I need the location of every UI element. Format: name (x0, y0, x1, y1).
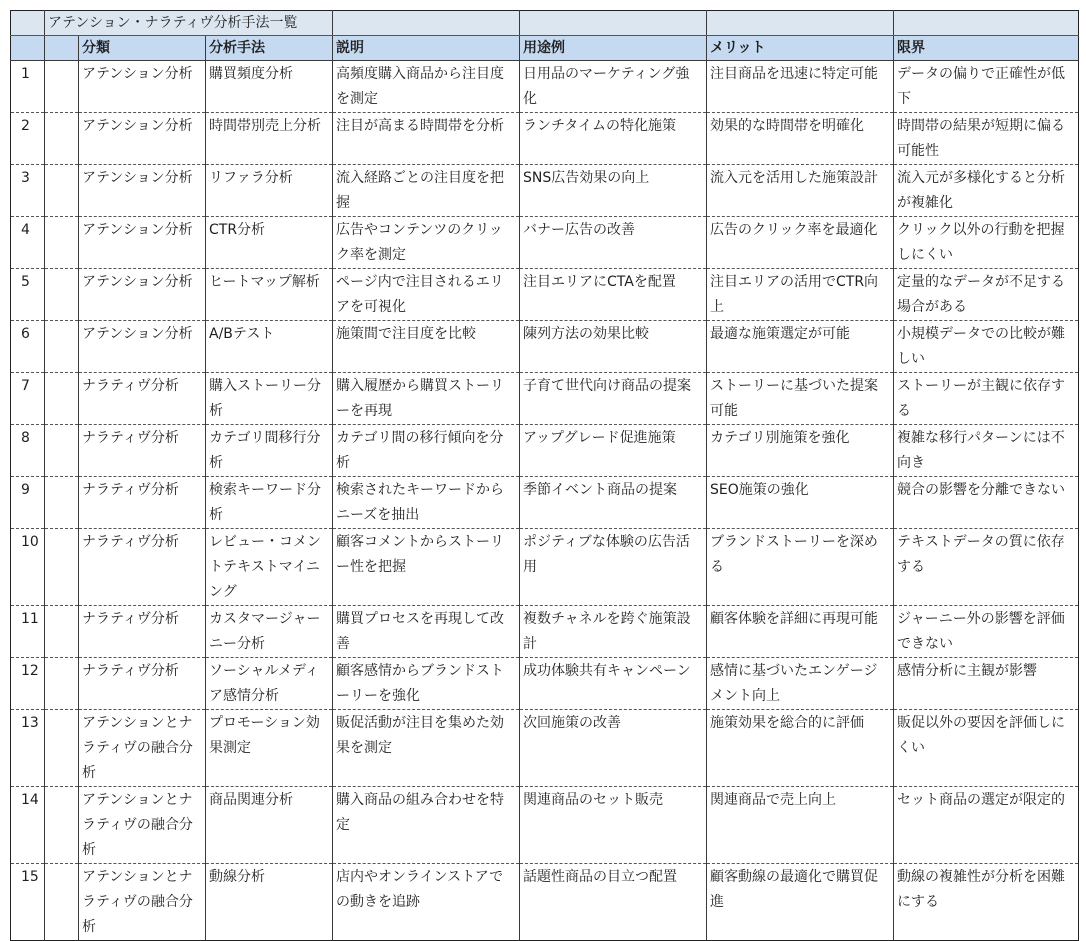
spacer-cell[interactable] (45, 113, 79, 165)
limit-cell[interactable]: 競合の影響を分離できない (894, 477, 1079, 529)
category-cell[interactable]: アテンション分析 (79, 269, 206, 321)
description-cell[interactable]: 広告やコンテンツのクリック率を測定 (333, 217, 520, 269)
table-row (11, 321, 1079, 373)
row-number[interactable]: 15 (11, 864, 45, 941)
row-number[interactable]: 11 (11, 606, 45, 658)
row-number[interactable]: 6 (11, 321, 45, 373)
spacer-cell[interactable] (45, 477, 79, 529)
table-title[interactable]: アテンション・ナラティヴ分析手法一覧 (45, 11, 333, 36)
table-row (11, 373, 1079, 425)
header-category[interactable]: 分類 (79, 36, 206, 61)
limit-cell[interactable]: 動線の複雑性が分析を困難にする (894, 864, 1079, 941)
merit-cell[interactable]: 効果的な時間帯を明確化 (707, 113, 894, 165)
header-row (11, 36, 1079, 61)
limit-cell[interactable]: ジャーニー外の影響を評価できない (894, 606, 1079, 658)
category-cell[interactable]: ナラティヴ分析 (79, 529, 206, 606)
category-cell[interactable]: アテンションとナラティヴの融合分析 (79, 710, 206, 787)
row-number[interactable]: 9 (11, 477, 45, 529)
spacer-cell[interactable] (45, 864, 79, 941)
table-row (11, 710, 1079, 787)
description-cell[interactable]: 購入商品の組み合わせを特定 (333, 787, 520, 864)
title-empty-cell[interactable] (333, 11, 520, 36)
limit-cell[interactable]: 小規模データでの比較が難しい (894, 321, 1079, 373)
table-body (11, 61, 1079, 941)
table-row (11, 477, 1079, 529)
merit-cell[interactable]: 施策効果を総合的に評価 (707, 710, 894, 787)
category-cell[interactable]: アテンション分析 (79, 61, 206, 113)
spacer-cell[interactable] (45, 606, 79, 658)
method-cell[interactable]: 動線分析 (206, 864, 333, 941)
method-cell[interactable]: 検索キーワード分析 (206, 477, 333, 529)
merit-cell[interactable]: ブランドストーリーを深める (707, 529, 894, 606)
description-cell[interactable]: 注目が高まる時間帯を分析 (333, 113, 520, 165)
row-number[interactable]: 2 (11, 113, 45, 165)
usage-cell[interactable]: 関連商品のセット販売 (520, 787, 707, 864)
method-cell[interactable]: カスタマージャーニー分析 (206, 606, 333, 658)
usage-cell[interactable]: 陳列方法の効果比較 (520, 321, 707, 373)
limit-cell[interactable]: クリック以外の行動を把握しにくい (894, 217, 1079, 269)
table-row (11, 658, 1079, 710)
table-row (11, 113, 1079, 165)
method-cell[interactable]: ヒートマップ解析 (206, 269, 333, 321)
description-cell[interactable]: 購買プロセスを再現して改善 (333, 606, 520, 658)
analysis-table (10, 10, 1079, 941)
limit-cell[interactable]: 複雑な移行パターンには不向き (894, 425, 1079, 477)
row-number[interactable]: 1 (11, 61, 45, 113)
usage-cell[interactable]: 話題性商品の目立つ配置 (520, 864, 707, 941)
category-cell[interactable]: ナラティヴ分析 (79, 606, 206, 658)
usage-cell[interactable]: ランチタイムの特化施策 (520, 113, 707, 165)
merit-cell[interactable]: 流入元を活用した施策設計 (707, 165, 894, 217)
description-cell[interactable]: 店内やオンラインストアでの動きを追跡 (333, 864, 520, 941)
row-number[interactable]: 8 (11, 425, 45, 477)
merit-cell[interactable]: 注目商品を迅速に特定可能 (707, 61, 894, 113)
usage-cell[interactable]: 季節イベント商品の提案 (520, 477, 707, 529)
row-number[interactable]: 10 (11, 529, 45, 606)
limit-cell[interactable]: 販促以外の要因を評価しにくい (894, 710, 1079, 787)
row-number[interactable]: 14 (11, 787, 45, 864)
spreadsheet (10, 10, 1079, 941)
method-cell[interactable]: プロモーション効果測定 (206, 710, 333, 787)
description-cell[interactable]: 顧客感情からブランドストーリーを強化 (333, 658, 520, 710)
description-cell[interactable]: 顧客コメントからストーリー性を把握 (333, 529, 520, 606)
category-cell[interactable]: アテンション分析 (79, 217, 206, 269)
table-row (11, 165, 1079, 217)
merit-cell[interactable]: 広告のクリック率を最適化 (707, 217, 894, 269)
merit-cell[interactable]: 顧客体験を詳細に再現可能 (707, 606, 894, 658)
category-cell[interactable]: アテンションとナラティヴの融合分析 (79, 787, 206, 864)
spacer-cell[interactable] (45, 373, 79, 425)
description-cell[interactable]: 検索されたキーワードからニーズを抽出 (333, 477, 520, 529)
title-spacer-cell[interactable] (11, 11, 45, 36)
spacer-cell[interactable] (45, 529, 79, 606)
title-empty-cell[interactable] (894, 11, 1079, 36)
merit-cell[interactable]: カテゴリ別施策を強化 (707, 425, 894, 477)
method-cell[interactable]: CTR分析 (206, 217, 333, 269)
row-number[interactable]: 7 (11, 373, 45, 425)
spacer-cell[interactable] (45, 165, 79, 217)
merit-cell[interactable]: 顧客動線の最適化で購買促進 (707, 864, 894, 941)
spacer-cell[interactable] (45, 710, 79, 787)
row-number[interactable]: 12 (11, 658, 45, 710)
usage-cell[interactable]: ポジティブな体験の広告活用 (520, 529, 707, 606)
limit-cell[interactable]: 感情分析に主観が影響 (894, 658, 1079, 710)
category-cell[interactable]: ナラティヴ分析 (79, 477, 206, 529)
table-row (11, 606, 1079, 658)
spacer-cell[interactable] (45, 61, 79, 113)
header-cell[interactable] (11, 36, 45, 61)
description-cell[interactable]: カテゴリ間の移行傾向を分析 (333, 425, 520, 477)
limit-cell[interactable]: ストーリーが主観に依存する (894, 373, 1079, 425)
limit-cell[interactable]: セット商品の選定が限定的 (894, 787, 1079, 864)
row-number[interactable]: 5 (11, 269, 45, 321)
table-row (11, 425, 1079, 477)
header-cell[interactable] (45, 36, 79, 61)
usage-cell[interactable]: 次回施策の改善 (520, 710, 707, 787)
method-cell[interactable]: A/Bテスト (206, 321, 333, 373)
table-row (11, 864, 1079, 941)
usage-cell[interactable]: SNS広告効果の向上 (520, 165, 707, 217)
description-cell[interactable]: 流入経路ごとの注目度を把握 (333, 165, 520, 217)
description-cell[interactable]: 購入履歴から購買ストーリーを再現 (333, 373, 520, 425)
limit-cell[interactable]: データの偏りで正確性が低下 (894, 61, 1079, 113)
category-cell[interactable]: アテンション分析 (79, 165, 206, 217)
row-number[interactable]: 4 (11, 217, 45, 269)
title-empty-cell[interactable] (707, 11, 894, 36)
table-row (11, 269, 1079, 321)
description-cell[interactable]: 高頻度購入商品から注目度を測定 (333, 61, 520, 113)
method-cell[interactable]: リファラ分析 (206, 165, 333, 217)
description-cell[interactable]: 施策間で注目度を比較 (333, 321, 520, 373)
usage-cell[interactable]: 複数チャネルを跨ぐ施策設計 (520, 606, 707, 658)
method-cell[interactable]: 購買頻度分析 (206, 61, 333, 113)
limit-cell[interactable]: 流入元が多様化すると分析が複雑化 (894, 165, 1079, 217)
header-usage[interactable]: 用途例 (520, 36, 707, 61)
usage-cell[interactable]: アップグレード促進施策 (520, 425, 707, 477)
description-cell[interactable]: ページ内で注目されるエリアを可視化 (333, 269, 520, 321)
method-cell[interactable]: ソーシャルメディア感情分析 (206, 658, 333, 710)
header-limit[interactable]: 限界 (894, 36, 1079, 61)
method-cell[interactable]: 商品関連分析 (206, 787, 333, 864)
usage-cell[interactable]: 子育て世代向け商品の提案 (520, 373, 707, 425)
title-empty-cell[interactable] (520, 11, 707, 36)
header-merit[interactable]: メリット (707, 36, 894, 61)
category-cell[interactable]: アテンションとナラティヴの融合分析 (79, 864, 206, 941)
description-cell[interactable]: 販促活動が注目を集めた効果を測定 (333, 710, 520, 787)
table-row (11, 787, 1079, 864)
header-description[interactable]: 説明 (333, 36, 520, 61)
method-cell[interactable]: レビュー・コメントテキストマイニング (206, 529, 333, 606)
category-cell[interactable]: ナラティヴ分析 (79, 658, 206, 710)
table-row (11, 61, 1079, 113)
method-cell[interactable]: カテゴリ間移行分析 (206, 425, 333, 477)
merit-cell[interactable]: ストーリーに基づいた提案可能 (707, 373, 894, 425)
header-method[interactable]: 分析手法 (206, 36, 333, 61)
spacer-cell[interactable] (45, 217, 79, 269)
category-cell[interactable]: アテンション分析 (79, 113, 206, 165)
merit-cell[interactable]: 最適な施策選定が可能 (707, 321, 894, 373)
usage-cell[interactable]: 日用品のマーケティング強化 (520, 61, 707, 113)
category-cell[interactable]: ナラティヴ分析 (79, 373, 206, 425)
row-number[interactable]: 3 (11, 165, 45, 217)
row-number[interactable]: 13 (11, 710, 45, 787)
spacer-cell[interactable] (45, 787, 79, 864)
title-row (11, 11, 1079, 36)
spacer-cell[interactable] (45, 269, 79, 321)
spacer-cell[interactable] (45, 658, 79, 710)
method-cell[interactable]: 購入ストーリー分析 (206, 373, 333, 425)
category-cell[interactable]: ナラティヴ分析 (79, 425, 206, 477)
merit-cell[interactable]: 注目エリアの活用でCTR向上 (707, 269, 894, 321)
spacer-cell[interactable] (45, 321, 79, 373)
usage-cell[interactable]: 注目エリアにCTAを配置 (520, 269, 707, 321)
merit-cell[interactable]: SEO施策の強化 (707, 477, 894, 529)
category-cell[interactable]: アテンション分析 (79, 321, 206, 373)
usage-cell[interactable]: バナー広告の改善 (520, 217, 707, 269)
table-row (11, 217, 1079, 269)
limit-cell[interactable]: 定量的なデータが不足する場合がある (894, 269, 1079, 321)
table-row (11, 529, 1079, 606)
limit-cell[interactable]: 時間帯の結果が短期に偏る可能性 (894, 113, 1079, 165)
method-cell[interactable]: 時間帯別売上分析 (206, 113, 333, 165)
spacer-cell[interactable] (45, 425, 79, 477)
limit-cell[interactable]: テキストデータの質に依存する (894, 529, 1079, 606)
usage-cell[interactable]: 成功体験共有キャンペーン (520, 658, 707, 710)
merit-cell[interactable]: 感情に基づいたエンゲージメント向上 (707, 658, 894, 710)
merit-cell[interactable]: 関連商品で売上向上 (707, 787, 894, 864)
